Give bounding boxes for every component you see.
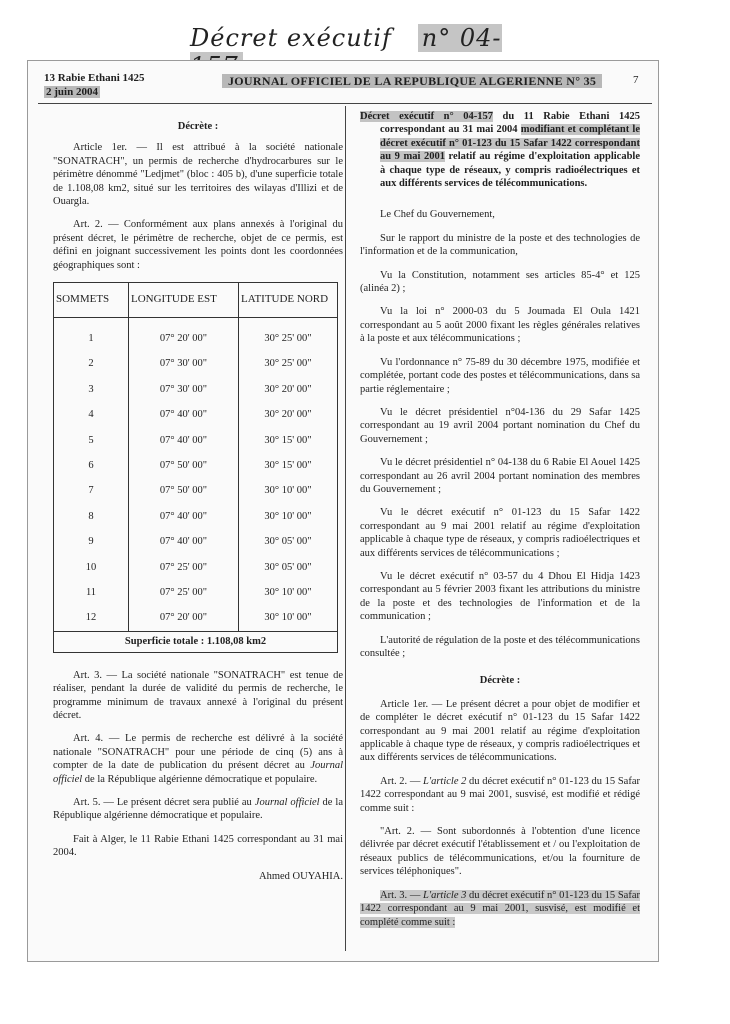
- article-1: Article 1er. — Il est attribué à la société nationale "SONATRACH", un permis de recherche d'hydrocarbures sur le périmètre dénommé "Ledjmet" (bloc : 405 b), d'une superficie totale de 1.108,08 km2, situé sur les territoires des wilayas d'Illizi et de Ouargla.: [53, 142, 343, 208]
- cell-latitude: 30° 15' 00": [239, 453, 338, 478]
- col-header-sommets: SOMMETS: [54, 283, 129, 318]
- fait-a-alger: Fait à Alger, le 11 Rabie Ethani 1425 correspondant au 31 mai 2004.: [53, 833, 343, 859]
- column-divider: [345, 106, 346, 951]
- decree-title-date: du 11 Rabie Ethani 1425 correspondant au 31 mai 2004: [380, 111, 640, 136]
- cell-sommet: 9: [54, 529, 129, 554]
- cell-longitude: 07° 30' 00": [129, 351, 239, 376]
- table-row: [54, 402, 338, 427]
- right-article-3-text-b: du décret exécutif n° 01-123 du 15 Safar 1422 correspondant au 9 mai 2001, susvisé, est modifié et complété comme suit :: [360, 889, 640, 928]
- journal-title-text: JOURNAL OFFICIEL DE LA REPUBLIQUE ALGERIENNE N° 35: [222, 74, 602, 88]
- handwritten-label: Décret exécutif: [190, 24, 392, 52]
- visa-6: Vu le décret présidentiel n° 04-138 du 6 Rabie El Aouel 1425 correspondant au 26 avril 2004 portant nomination des membres du Gouvernement ;: [360, 457, 640, 495]
- article-4: [53, 732, 343, 786]
- article-4-text-a: Art. 4. — Le permis de recherche est délivré à la société nationale "SONATRACH" pour une période de cinq (5) ans à compter de la date de publication du présent décret au: [53, 733, 343, 772]
- decree-title-subject: relatif au régime d'exploitation applicable à chaque type de réseaux, y compris radioélectriques et aux différents services de télécommunications.: [380, 151, 640, 190]
- cell-sommet: 1: [54, 318, 129, 352]
- right-article-2: [360, 775, 640, 815]
- visa-2: Vu la Constitution, notamment ses articles 85-4° et 125 (alinéa 2) ;: [360, 269, 640, 295]
- visa-4: Vu l'ordonnance n° 75-89 du 30 décembre 1975, modifiée et complétée, portant code des postes et télécommunications, dans sa partie réglementaire ;: [360, 356, 640, 395]
- table-row: [54, 504, 338, 529]
- right-article-2-text-b: du décret exécutif n° 01-123 du 15 Safar 1422 correspondant au 9 mai 2001, susvisé, est modifié et rédigé comme suit :: [360, 775, 640, 814]
- article-2: Art. 2. — Conformément aux plans annexés à l'original du présent décret, le périmètre de recherche, objet de ce permis, est défini en joignant successivement les points dont les coordonnées géographiques sont :: [53, 219, 343, 271]
- cell-sommet: 3: [54, 377, 129, 402]
- visa-1: Sur le rapport du ministre de la poste et des technologies de l'information et de la communication,: [360, 232, 640, 258]
- right-article-2-text-a: Art. 2. —: [380, 775, 423, 787]
- journal-title: [222, 74, 602, 89]
- table-row: [54, 580, 338, 605]
- cell-latitude: 30° 10' 00": [239, 580, 338, 605]
- right-article-3-text-a: Art. 3. —: [380, 889, 423, 901]
- cell-longitude: 07° 40' 00": [129, 402, 239, 427]
- cell-longitude: 07° 40' 00": [129, 504, 239, 529]
- left-column: [53, 120, 343, 893]
- cell-latitude: 30° 25' 00": [239, 351, 338, 376]
- date-hijri: 13 Rabie Ethani 1425: [44, 72, 145, 84]
- cell-sommet: 2: [54, 351, 129, 376]
- table-row: [54, 351, 338, 376]
- cell-latitude: 30° 15' 00": [239, 428, 338, 453]
- coordinates-table: [53, 282, 338, 632]
- cell-longitude: 07° 20' 00": [129, 605, 239, 631]
- decree-title-number: Décret exécutif n° 04-157: [360, 111, 493, 122]
- cell-latitude: 30° 20' 00": [239, 377, 338, 402]
- table-row: [54, 478, 338, 503]
- cell-longitude: 07° 25' 00": [129, 555, 239, 580]
- cell-sommet: 12: [54, 605, 129, 631]
- signature: Ahmed OUYAHIA.: [259, 870, 343, 882]
- right-article-1: Article 1er. — Le présent décret a pour objet de modifier et de compléter le décret exécutif n° 01-123 du 15 Safar 1422 correspondant au 9 mai 2001 relatif au régime d'exploitation applicable à chaque type de réseaux, y compris radioélectriques et aux différents services de télécommunications.: [360, 698, 640, 764]
- chef-du-gouvernement: Le Chef du Gouvernement,: [380, 209, 495, 221]
- article-4-journal: Journal officiel: [53, 760, 343, 785]
- article-5-text-a: Art. 5. — Le présent décret sera publié au: [73, 797, 255, 808]
- article-3: Art. 3. — La société nationale "SONATRACH" est tenue de réaliser, pendant la durée de validité du permis de recherche, le programme minimum de travaux annexé à l'original du présent décret.: [53, 669, 343, 721]
- cell-latitude: 30° 05' 00": [239, 529, 338, 554]
- cell-sommet: 8: [54, 504, 129, 529]
- table-row: [54, 605, 338, 631]
- cell-longitude: 07° 25' 00": [129, 580, 239, 605]
- cell-sommet: 11: [54, 580, 129, 605]
- visa-8: Vu le décret exécutif n° 03-57 du 4 Dhou El Hidja 1423 correspondant au 5 février 2003 fixant les attributions du ministre de la poste et des technologies de l'information et de la communication ;: [360, 570, 640, 623]
- page-number: 7: [633, 74, 639, 86]
- table-body: [54, 318, 338, 632]
- cell-sommet: 10: [54, 555, 129, 580]
- article-5: [53, 796, 343, 823]
- article-5-text-b: de la République algérienne démocratique et populaire.: [53, 797, 343, 822]
- handwritten-number: n° 04-: [190, 24, 502, 80]
- decree-title: [360, 110, 640, 190]
- header-divider: [38, 103, 652, 104]
- right-article-2-ref: L'article 2: [422, 775, 467, 787]
- visa-7: Vu le décret exécutif n° 01-123 du 15 Safar 1422 correspondant au 9 mai 2001 relatif au régime d'exploitation applicable à chaque type de réseaux, y compris radioélectriques et aux différents services de télécommunications ;: [360, 507, 640, 559]
- cell-latitude: 30° 05' 00": [239, 555, 338, 580]
- cell-latitude: 30° 20' 00": [239, 402, 338, 427]
- date-gregorian: 2 juin 2004: [46, 86, 98, 98]
- cell-longitude: 07° 40' 00": [129, 428, 239, 453]
- article-4-text-b: de la République algérienne démocratique et populaire.: [82, 773, 318, 785]
- table-row: [54, 428, 338, 453]
- decrete-heading-right: Décrète :: [479, 675, 521, 687]
- table-row: [54, 318, 338, 352]
- total-area: Superficie totale : 1.108,08 km2: [53, 632, 338, 653]
- cell-longitude: 07° 30' 00": [129, 377, 239, 402]
- cell-sommet: 7: [54, 478, 129, 503]
- journal-header: [30, 66, 660, 104]
- col-header-latitude: LATITUDE NORD: [239, 283, 338, 318]
- cell-latitude: 30° 25' 00": [239, 318, 338, 352]
- decrete-heading: Décrète :: [177, 121, 219, 132]
- table-header-row: [54, 283, 338, 318]
- visa-9: L'autorité de régulation de la poste et des télécommunications consultée ;: [360, 634, 640, 659]
- cell-longitude: 07° 50' 00": [129, 478, 239, 503]
- visa-5: Vu le décret présidentiel n°04-136 du 29 Safar 1425 correspondant au 19 avril 2004 portant nomination du Chef du Gouvernement ;: [360, 406, 640, 445]
- right-article-3: [360, 889, 640, 929]
- table-row: [54, 555, 338, 580]
- cell-sommet: 6: [54, 453, 129, 478]
- cell-longitude: 07° 50' 00": [129, 453, 239, 478]
- cell-longitude: 07° 20' 00": [129, 318, 239, 352]
- cell-latitude: 30° 10' 00": [239, 605, 338, 631]
- cell-latitude: 30° 10' 00": [239, 504, 338, 529]
- visa-3: Vu la loi n° 2000-03 du 5 Joumada El Oula 1421 correspondant au 5 août 2000 fixant les règles générales relatives à la poste et aux télécommunications ;: [360, 306, 640, 345]
- table-row: [54, 377, 338, 402]
- right-column: [360, 110, 640, 939]
- article-5-journal: Journal officiel: [254, 797, 320, 808]
- col-header-longitude: LONGITUDE EST: [129, 283, 239, 318]
- right-article-3-ref: L'article 3: [422, 889, 467, 901]
- cell-latitude: 30° 10' 00": [239, 478, 338, 503]
- decree-title-modifying: modifiant et complétant le décret exécutif n° 01-123 du 15 Safar 1422 correspondant au 9 mai 2001: [380, 124, 640, 163]
- quoted-article-2: "Art. 2. — Sont subordonnés à l'obtention d'une licence délivrée par décret exécutif l'établissement et / ou l'exploitation de réseaux publics de télécommunications, et/ou la fourniture de services téléphoniques".: [360, 826, 640, 878]
- cell-sommet: 5: [54, 428, 129, 453]
- table-row: [54, 453, 338, 478]
- table-row: [54, 529, 338, 554]
- cell-sommet: 4: [54, 402, 129, 427]
- cell-longitude: 07° 40' 00": [129, 529, 239, 554]
